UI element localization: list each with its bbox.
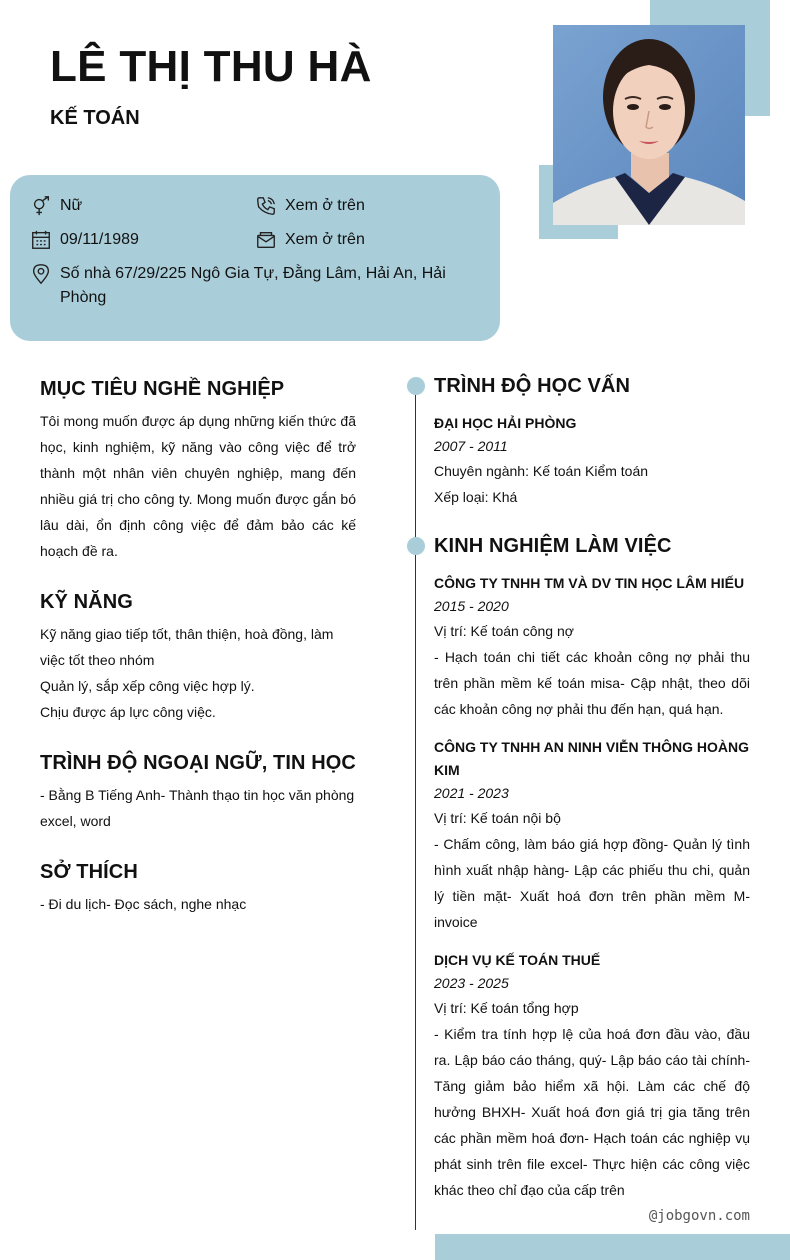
job-company: CÔNG TY TNHH AN NINH VIỄN THÔNG HOÀNG KIM	[434, 739, 750, 778]
job-period: 2015 - 2020	[434, 598, 509, 614]
job-company: DỊCH VỤ KẾ TOÁN THUẾ	[434, 952, 601, 968]
location-pin-icon	[30, 263, 52, 285]
contact-info-box	[10, 175, 500, 341]
contact-phone	[255, 194, 365, 218]
skill-item: Chịu được áp lực công việc.	[40, 704, 216, 720]
timeline-dot-experience	[407, 537, 425, 555]
skills-section	[40, 588, 340, 725]
job-period: 2021 - 2023	[434, 785, 509, 801]
education-title: TRÌNH ĐỘ HỌC VẤN	[434, 375, 631, 397]
gender-value: Nữ	[60, 197, 83, 214]
objective-text: Tôi mong muốn được áp dụng những kiến thức đã học, kinh nghiệm, kỹ năng vào công việc để trở thành một nhân viên chuyên nghiệp, mang đến nhiều giá trị cho công ty. Mong muốn được gắn bó lâu dài, ổn định công việc để đảm bảo các kế hoạch đề ra.	[40, 413, 356, 559]
education-school: ĐẠI HỌC HẢI PHÒNG	[434, 415, 577, 431]
envelope-icon	[255, 229, 277, 251]
job-position: Vị trí: Kế toán nội bộ	[434, 810, 561, 826]
job-entry	[434, 736, 750, 935]
education-major: Chuyên ngành: Kế toán Kiểm toán	[434, 463, 649, 479]
languages-text: - Bằng B Tiếng Anh- Thành thạo tin học văn phòng excel, word	[40, 787, 355, 829]
calendar-icon	[30, 229, 52, 251]
job-entry	[434, 572, 750, 722]
education-period: 2007 - 2011	[434, 438, 508, 454]
job-description: - Kiểm tra tính hợp lệ của hoá đơn đầu vào, đầu ra. Lập báo cáo tháng, quý- Lập báo cáo tài chính- Tăng giảm bảo hiểm xã hội. Làm các chế độ hưởng BHXH- Xuất hoá đơn giá trị gia tăng trên các phần mềm hoá đơn- Hạch toán các nghiệp vụ phát sinh trên file excel- Thực hiện các công việc khác theo chỉ đạo của cấp trên	[434, 1026, 750, 1198]
gender-icon	[30, 195, 52, 217]
education-grade: Xếp loại: Khá	[434, 489, 518, 505]
candidate-name: LÊ THỊ THU HÀ	[50, 42, 372, 91]
job-position: Vị trí: Kế toán tổng hợp	[434, 1000, 579, 1016]
contact-email	[255, 228, 365, 252]
dob-value: 09/11/1989	[60, 231, 139, 248]
job-position: Vị trí: Kế toán công nợ	[434, 623, 574, 639]
contact-dob	[30, 228, 139, 252]
skill-item: Kỹ năng giao tiếp tốt, thân thiện, hoà đồng, làm việc tốt theo nhóm	[40, 626, 334, 668]
objective-title: MỤC TIÊU NGHỀ NGHIỆP	[40, 378, 285, 400]
languages-section	[40, 749, 360, 834]
contact-address	[30, 262, 450, 310]
phone-icon	[255, 195, 277, 217]
skills-title: KỸ NĂNG	[40, 591, 133, 613]
watermark-text: @jobgovn.com	[648, 1208, 750, 1224]
footer-bar	[435, 1234, 790, 1260]
hobbies-section	[40, 858, 360, 917]
job-period: 2023 - 2025	[434, 975, 509, 991]
job-description: - Chấm công, làm báo giá hợp đồng- Quản lý tình hình xuất nhập hàng- Lập các phiếu thu chi, quản lý tiền mặt- Xuất hoá đơn trên phần mềm M-invoice	[434, 836, 750, 930]
address-value: Số nhà 67/29/225 Ngô Gia Tự, Đằng Lâm, Hải An, Hải Phòng	[60, 265, 446, 306]
experience-title: KINH NGHIỆM LÀM VIỆC	[434, 535, 672, 557]
languages-title: TRÌNH ĐỘ NGOẠI NGỮ, TIN HỌC	[40, 752, 356, 774]
job-company: CÔNG TY TNHH TM VÀ DV TIN HỌC LÂM HIẾU	[434, 575, 745, 591]
hobbies-text: - Đi du lịch- Đọc sách, nghe nhạc	[40, 896, 247, 912]
job-entry	[434, 949, 750, 1203]
candidate-role: KẾ TOÁN	[50, 107, 140, 129]
profile-photo	[553, 25, 745, 225]
hobbies-title: SỞ THÍCH	[40, 861, 138, 883]
phone-value: Xem ở trên	[285, 197, 365, 214]
skill-item: Quản lý, sắp xếp công việc hợp lý.	[40, 678, 255, 694]
job-description: - Hạch toán chi tiết các khoản công nợ phải thu trên phần mềm kế toán misa- Cập nhật, theo dõi các khoản công nợ phải thu đến hạn, quá hạn.	[434, 649, 750, 717]
timeline-dot-education	[407, 377, 425, 395]
contact-gender	[30, 194, 82, 218]
email-value: Xem ở trên	[285, 231, 365, 248]
timeline-line	[415, 384, 416, 1230]
education-section	[434, 372, 750, 510]
left-column	[40, 375, 356, 564]
experience-section	[434, 532, 750, 1203]
